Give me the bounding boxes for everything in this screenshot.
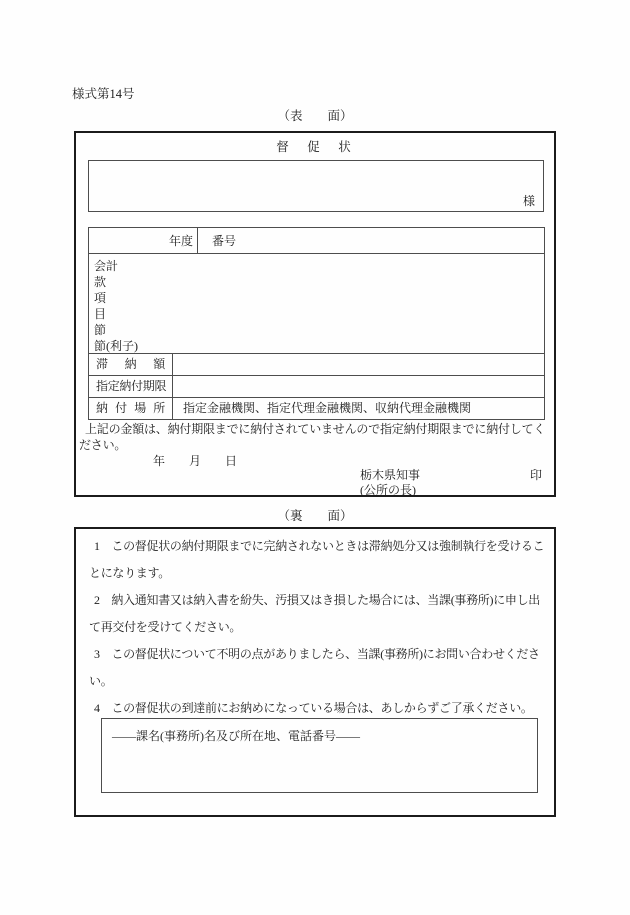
contact-info-box [101,718,538,793]
deadline-label-cell: 指定納付期限 [89,376,173,397]
back-note-3-line-1: 3 この督促状について不明の点がありましたら、当課(事務所)にお問い合わせくださ [94,647,540,661]
demand-details-table [88,227,545,420]
number-label-cell: 番号 [212,234,237,248]
notice-line-2: ださい。 [79,438,127,452]
front-form-box [74,131,556,497]
arrears-label-cell: 滞納額 [89,354,173,375]
back-side-label: （裏 面） [277,509,353,523]
issuer-note: (公所の長) [360,483,416,497]
back-note-1-line-1: 1 この督促状の納付期限までに完納されないときは滞納処分又は強制執行を受けるこ [94,539,545,553]
payment-place-label-cell: 納付場所 [89,398,173,419]
form-number: 様式第14号 [72,87,135,101]
date-line: 年 月 日 [153,454,238,468]
table-row-arrears [89,353,544,375]
deadline-value-cell [173,376,544,397]
arrears-value-cell [173,354,544,375]
back-form-box [74,527,556,817]
payment-notice-paragraph [79,421,552,453]
table-row-year-number [89,228,544,253]
year-label-cell: 年度 [89,228,198,253]
addressee-box [88,160,544,212]
table-row-ledger [89,253,544,353]
payment-place-value-cell: 指定金融機関、指定代理金融機関、収納代理金融機関 [183,401,472,415]
addressee-suffix: 様 [522,194,535,208]
back-note-2-line-2: て再交付を受けてください。 [89,620,242,634]
seal-placeholder: 印 [529,468,542,482]
back-note-4-line-1: 4 この督促状の到達前にお納めになっている場合は、あしからずご了承ください。 [94,701,533,715]
contact-info-label: ――課名(事務所)名及び所在地、電話番号―― [112,729,360,743]
front-side-label: （表 面） [277,109,353,123]
notice-line-1: 上記の金額は、納付期限までに納付されていませんので指定納付期限までに納付してく [85,422,546,436]
issuer-name: 栃木県知事 [360,468,421,482]
demand-letter-title: 督 促 状 [276,140,354,154]
back-note-1-line-2: とになります。 [89,566,170,580]
table-row-deadline [89,375,544,397]
ledger-line-kou: 項 [94,291,107,305]
ledger-line-kaikei: 会計 [94,259,119,273]
ledger-line-moku: 目 [94,307,107,321]
back-note-3-line-2: い。 [89,674,113,688]
ledger-line-setsu: 節 [94,323,107,337]
ledger-line-setsu-rishi: 節(利子) [94,339,138,353]
ledger-line-kan: 款 [94,275,107,289]
table-row-payment-place [89,397,544,419]
back-notes-list [76,529,554,722]
back-note-2-line-1: 2 納入通知書又は納入書を紛失、汚損又はき損した場合には、当課(事務所)に申し出 [94,593,540,607]
